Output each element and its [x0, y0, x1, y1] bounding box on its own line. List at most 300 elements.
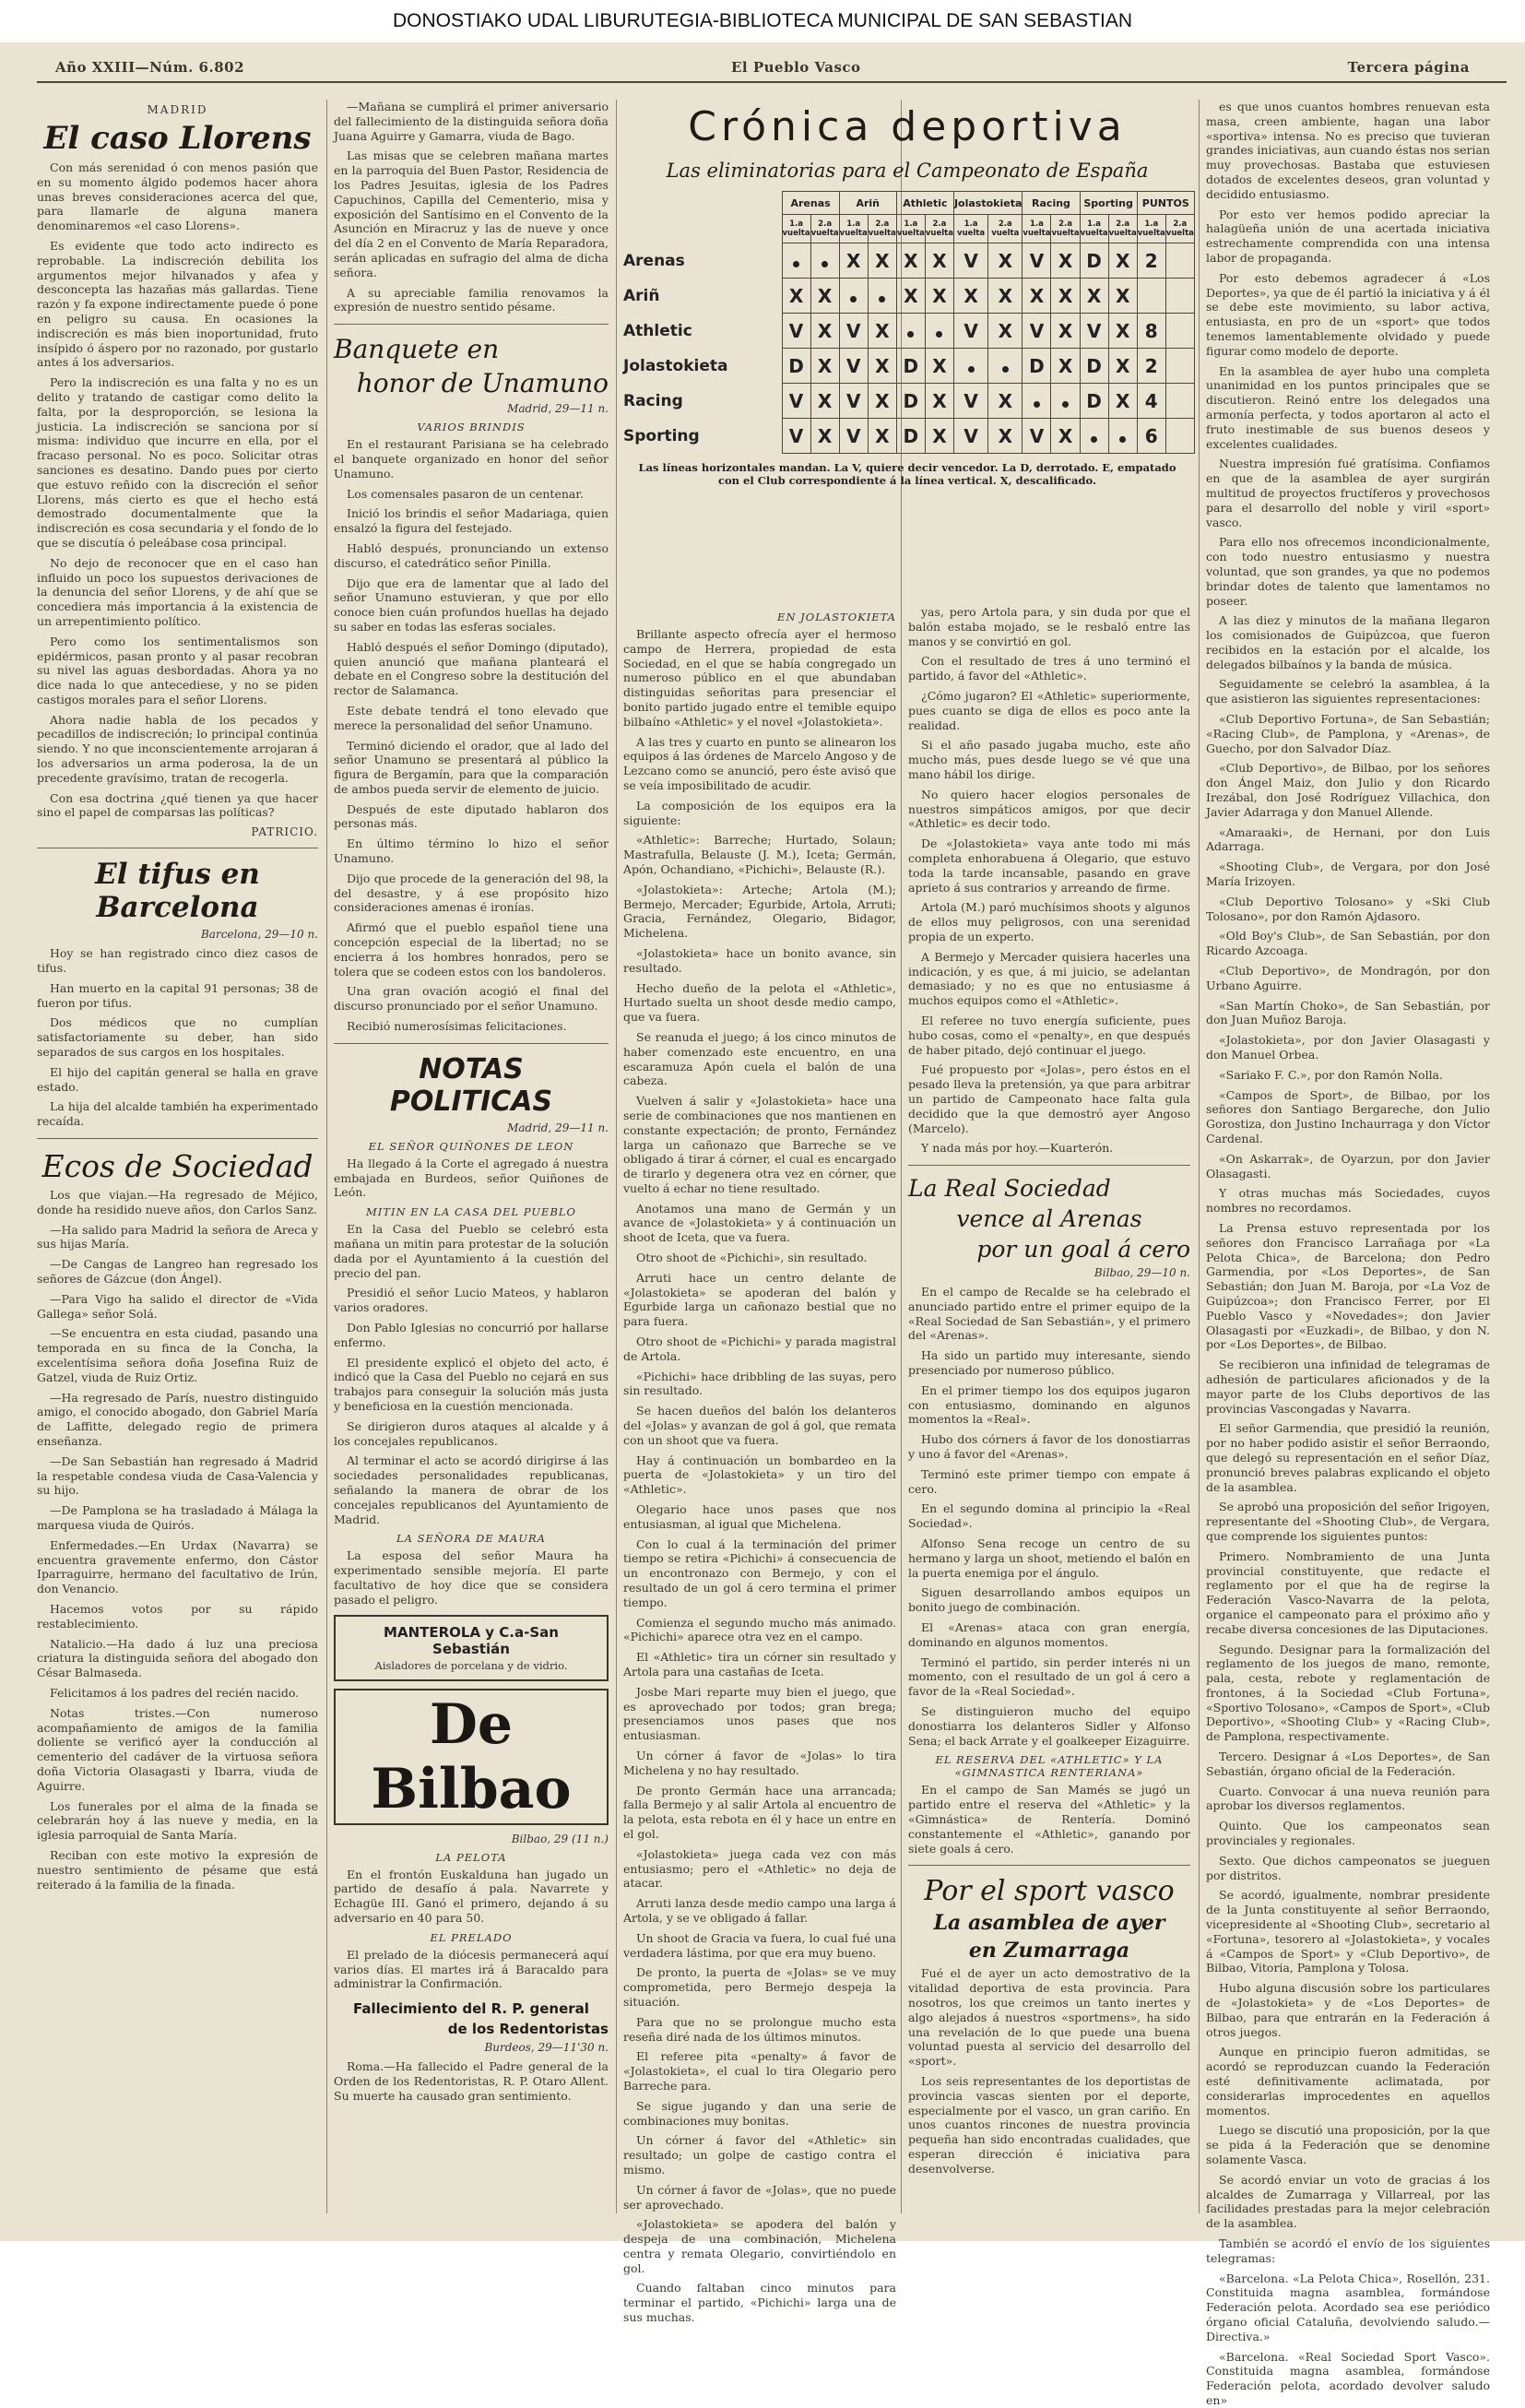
- paragraph: En la asamblea de ayer hubo una completa unanimidad en los puntos principales que se discutieron. Reinó entre los delegados una armonía perfecta, y todos aportaron al acto el fruto inestimable de sus buenos deseos y excelentes cualidades.: [1206, 363, 1490, 451]
- paragraph: Cuarto. Convocar á una nueva reunión para aprobar los diversos reglamentos.: [1206, 1784, 1490, 1813]
- points-header: PUNTOS: [1137, 192, 1194, 215]
- paragraph: Hubo alguna discusión sobre los particulares de «Jolastokieta» y de «Los Deportes» de Bilbao, para que entrarán en la Federación á otros juegos.: [1206, 1981, 1490, 2039]
- bilbao-sub1: LA PELOTA: [435, 1850, 507, 1864]
- standings-row: [677, 349, 1194, 384]
- result-cell: X: [868, 243, 896, 279]
- points-cell: 6: [1137, 419, 1165, 454]
- llorens-body: [37, 160, 318, 820]
- archive-header: [0, 0, 1525, 42]
- paragraph: Por esto ver hemos podido apreciar la halagüeña unión de una acertada iniciativa estrechamente comprendida con una intensa labor de propaganda.: [1206, 207, 1490, 265]
- team-row-label: Arenas: [623, 251, 685, 270]
- tifus-title: El tifus en Barcelona: [95, 858, 260, 925]
- result-cell: X: [1108, 279, 1137, 314]
- dot-icon: [1062, 401, 1069, 408]
- dot-icon: [822, 261, 828, 267]
- section-rule: [908, 1865, 1190, 1866]
- dot-icon: [936, 331, 942, 338]
- paragraph: Anotamos una mano de Germán y un avance de «Jolastokieta» y á continuación un shoot de Iceta, que va fuera.: [623, 1201, 896, 1245]
- result-cell: V: [953, 419, 987, 454]
- notas-sub1: EL SEÑOR QUIÑONES DE LEON: [368, 1139, 574, 1153]
- paragraph: La esposa del señor Maura ha experimentado sensible mejoría. El parte facultativo de hoy dice que se considera pasado el peligro.: [334, 1548, 609, 1607]
- paragraph: Artola (M.) paró muchísimos shoots y algunos de ellos muy peligrosos, con una serenidad propia de un experto.: [908, 900, 1190, 943]
- paragraph: Otro shoot de «Pichichi», sin resultado.: [636, 1251, 868, 1265]
- result-cell: V: [839, 349, 868, 384]
- paragraph: —Mañana se cumplirá el primer aniversario del fallecimiento de la distinguida señora doña Juana Aguirre y Gamarra, viuda de Bago.: [334, 100, 609, 143]
- paragraph: Los comensales pasaron de un centenar.: [347, 486, 584, 501]
- banquete-sub: VARIOS BRINDIS: [417, 421, 526, 434]
- standings-row: [677, 243, 1194, 279]
- llorens-signature: PATRICIO.: [251, 825, 318, 839]
- self-match-dot: [1108, 419, 1137, 454]
- paragraph: «Club Deportivo», de Bilbao, por los señores don Ángel Maiz, don Julio y don Ricardo Irezábal, don José Rodríguez Villachica, don Javier Adarraga y don Manuel Allende.: [1206, 761, 1490, 819]
- paragraph: Con el resultado de tres á uno terminó el partido, á favor del «Athletic».: [908, 654, 1190, 683]
- points-cell: 2: [1137, 349, 1165, 384]
- paragraph: ¿Cómo jugaron? El «Athletic» superiormente, pues cuanto se diga de ellos es poco ante la realidad.: [908, 688, 1190, 732]
- paragraph: «Jolastokieta» se apodera del balón y despeja de una combinación, Michelena centra y remata Olegario, convirtiéndolo en gol.: [623, 2217, 896, 2275]
- paragraph: Afirmó que el pueblo español tiene una concepción especial de la libertad; no se encierra á los hombres honrados, pero se tolera que se codeen estos con los bandoleros.: [334, 920, 609, 979]
- col4-body: [908, 605, 1190, 1156]
- result-cell: D: [1080, 384, 1108, 419]
- paragraph: No dejo de reconocer que en el caso han influido un poco los supuestos derivaciones de la denuncia del señor Llorens, y de ahí que se concediera más importancia á la existencia de un arrepentimiento político.: [37, 555, 318, 628]
- leg-header: 1.a vuelta: [1080, 215, 1108, 243]
- paragraph: «Athletic»: Barreche; Hurtado, Solaun; Mastrafulla, Belauste (J. M.), Iceta; Germán, Apón, Ochandiano, «Pichichi», Belauste (R.).: [623, 833, 896, 876]
- archive-label: DONOSTIAKO UDAL LIBURUTEGIA-BIBLIOTECA MUNICIPAL DE SAN SEBASTIAN: [392, 10, 1133, 31]
- paragraph: Arruti lanza desde medio campo una larga á Artola, y se ve obligado á fallar.: [623, 1896, 896, 1925]
- notas-title: NOTAS POLITICAS: [389, 1052, 553, 1118]
- self-match-dot: [839, 279, 868, 314]
- banquete-title-line2: honor de Unamuno: [356, 368, 609, 399]
- paragraph: «Shooting Club», de Vergara, por don José María Irizoyen.: [1206, 860, 1490, 889]
- paragraph: Dijo que procede de la generación del 98, la del desastre, y á ese propósito hizo consideraciones amenas é ironías.: [334, 871, 609, 915]
- paragraph: Sexto. Que dichos campeonatos se jueguen por distritos.: [1206, 1853, 1490, 1882]
- result-cell: X: [810, 384, 839, 419]
- paragraph: Alfonso Sena recoge un centro de su hermano y larga un shoot, metiendo el balón en la puerta enemiga por el ángulo.: [908, 1536, 1190, 1580]
- self-match-dot: [1023, 384, 1051, 419]
- result-cell: X: [988, 419, 1023, 454]
- paragraph: Con esa doctrina ¿qué tienen ya que hacer sino el papel de comparsas las políticas?: [37, 790, 318, 820]
- paragraph: Fué propuesto por «Jolas», pero éstos en el pesado lleva la pretensión, ya que para arbitrar un partido de Campeonato hace falta gula decidido que la que demostró ayer Angoso (Marcelo).: [908, 1062, 1190, 1135]
- paragraph: En el frontón Euskalduna han jugado un partido de desafío á pala. Navarrete y Echagüe III. Ganó el primero, dejando á su adversario en 40 para 50.: [334, 1867, 609, 1925]
- paragraph: Arruti hace un centro delante de «Jolastokieta» se apoderan del balón y Egurbide larga un cañonazo bestial que no para fuera.: [623, 1270, 896, 1329]
- real-sub: EL RESERVA DEL «ATHLETIC» Y LA «GIMNASTICA RENTERIANA»: [935, 1753, 1164, 1780]
- result-cell: X: [988, 279, 1023, 314]
- llorens-title: El caso Llorens: [43, 120, 312, 157]
- result-cell: V: [953, 243, 987, 279]
- column-1: [37, 100, 318, 2223]
- standings-table: [623, 191, 1195, 454]
- paragraph: Se reanuda el juego; á los cinco minutos de haber comenzado este encuentro, en una escaramuza Apón cuela el balón de una cabeza.: [623, 1029, 896, 1088]
- paragraph: Siguen desarrollando ambos equipos un bonito juego de combinación.: [908, 1585, 1190, 1615]
- points-cell: [1165, 384, 1194, 419]
- paragraph: Tercero. Designar á «Los Deportes», de San Sebastián, órgano oficial de la Federación.: [1206, 1750, 1490, 1778]
- paragraph: Y otras muchas más Sociedades, cuyos nombres no recordamos.: [1206, 1186, 1490, 1216]
- column-rule: [326, 100, 327, 2213]
- paragraph: Se acordó, igualmente, nombrar presidente de la Junta constituyente al señor Berraondo, vicepresidente al «Shooting Club», secretario al «Fortuna», tesorero al «Jolastokieta», y vocales á «Campos de Sport» y «Club Deportivo», de Bilbao, Vitoria, Pamplona y Tolosa.: [1206, 1888, 1490, 1975]
- banquete-title-line1: Banquete en: [334, 334, 500, 365]
- paragraph: A las tres y cuarto en punto se alinearon los equipos á las órdenes de Marcelo Angoso y de Lezcano como se anunció, pero éste avisó que se veía imposibilitado de acudir.: [623, 734, 896, 792]
- paragraph: «On Askarrak», de Oyarzun, por don Javier Olasagasti.: [1206, 1151, 1490, 1180]
- result-cell: D: [896, 384, 925, 419]
- paragraph: De pronto Germán hace una arrancada; falla Bermejo y al salir Artola al encuentro de la pelota, esta rebota en él y hace un entre en el gol.: [623, 1783, 896, 1841]
- paragraph: —Se encuentra en esta ciudad, pasando una temporada en su finca de la Concha, la excelentísima señora doña Josefina Ruiz de Gatzel, viuda de Ruiz Ortiz.: [37, 1326, 318, 1384]
- paragraph: Nuestra impresión fué gratísima. Confiamos en que de la asamblea de ayer surgirán multitud de proyectos fructíferos y provechosos para el desarrollo del noble y viril «sport» vasco.: [1206, 457, 1490, 529]
- newspaper-page: [0, 42, 1525, 2407]
- points-cell: 4: [1137, 384, 1165, 419]
- paragraph: Y nada más por hoy.—Kuarterón.: [921, 1141, 1114, 1156]
- result-cell: D: [1080, 349, 1108, 384]
- paragraph: La composición de los equipos era la siguiente:: [623, 798, 896, 827]
- paragraph: Pero la indiscreción es una falta y no es un delito y tratando de castigar como delito la falta, por la desproporción, se lesiona la justicia. La indiscreción se sanciona por sí misma: individuo que incurre en ella, por el fracaso personal. No es poco. Solicitar otras sanciones es desatino. Dando pues por cierto que estuvo reñido con la discreción el señor Llorens, más cierto es que el hecho está demostrado documentalmente que la indiscreción es cosa secundaria y el fondo de lo que se discutía ó peleábase cosa principal.: [37, 375, 318, 550]
- dot-icon: [1002, 366, 1009, 373]
- paragraph: «Club Deportivo», de Mondragón, por don Urbano Aguirre.: [1206, 964, 1490, 992]
- result-cell: X: [925, 243, 953, 279]
- result-cell: X: [896, 243, 925, 279]
- column-5: [1206, 100, 1490, 2407]
- result-cell: D: [896, 419, 925, 454]
- paragraph: Han muerto en la capital 91 personas; 38 de fueron por tifus.: [37, 980, 318, 1010]
- result-cell: V: [782, 419, 810, 454]
- paragraph: Vuelven á salir y «Jolastokieta» hace una serie de combinaciones que nos mantienen en constante expectación; de pronto, Fernández larga un cañonazo que Barreche se ve obligado á tirar á córner, el cual es encargado de tirarlo y degenera otra vez en córner, que vuelto á echar no tiene resultado.: [623, 1094, 896, 1195]
- paragraph: Dijo que era de lamentar que al lado del señor Unamuno estuvieran, y que por ello conoce bien cuán profundos huellas ha dejado su saber en todas las esferas sociales.: [334, 575, 609, 634]
- standings-row: [677, 279, 1194, 314]
- standings-body: [623, 243, 1194, 454]
- running-head-left: Año XXIII—Núm. 6.802: [55, 59, 244, 76]
- paragraph: Brillante aspecto ofrecía ayer el hermoso campo de Herrera, propiedad de esta Sociedad, en el que se había congregado un numeroso público en el que abundaban distinguidas señoritas para presenciar el bonito partido jugado entre el temible equipo bilbaíno «Athletic» y el novel «Jolastokieta».: [623, 627, 896, 729]
- paragraph: Se dirigieron duros ataques al alcalde y á los concejales republicanos.: [334, 1418, 609, 1448]
- result-cell: X: [988, 384, 1023, 419]
- result-cell: X: [988, 314, 1023, 349]
- fallecimiento-title-line2: de los Redentoristas: [447, 2021, 609, 2038]
- paragraph: Enfermedades.—En Urdax (Navarra) se encuentra gravemente enfermo, don Cástor Iparraguirre, hermano del facultativo de Irún, don Venancio.: [37, 1537, 318, 1596]
- llorens-kicker: MADRID: [147, 103, 208, 116]
- team-row-label: Athletic: [623, 321, 692, 340]
- real-title-line3: por un goal á cero: [976, 1236, 1190, 1263]
- sport-vasco-sub-line1: La asamblea de ayer: [933, 1911, 1165, 1936]
- tifus-dateline: Barcelona, 29—10 n.: [200, 928, 318, 942]
- paragraph: Se aprobó una proposición del señor Irigoyen, representante del «Shooting Club», de Vergara, que comprende los siguientes puntos:: [1206, 1500, 1490, 1543]
- paragraph: Habló después el señor Domingo (diputado), quien anunció que mañana planteará el debate en el Congreso sobre la destitución del rector de Salamanca.: [334, 639, 609, 698]
- paragraph: «Amaraaki», de Hernani, por don Luis Adarraga.: [1206, 824, 1490, 854]
- paragraph: «Barcelona. «Real Sociedad Sport Vasco». Constituida magna asamblea, formándose Federación pelota, acordado devolver saludo en»: [1206, 2349, 1490, 2407]
- points-cell: 2: [1137, 243, 1165, 279]
- standings-row: [677, 314, 1194, 349]
- result-cell: V: [839, 419, 868, 454]
- column-rule: [1199, 100, 1200, 2213]
- bilbao-title: De Bilbao: [371, 1691, 572, 1821]
- paragraph: A las diez y minutos de la mañana llegaron los comisionados de Guipúzcoa, que fueron recibidos en la estación por el alcalde, los delegados bilbaínos y la banda de música.: [1206, 613, 1490, 671]
- paragraph: Un shoot de Gracia va fuera, lo cual fué una verdadera lástima, por que era muy bueno.: [623, 1930, 896, 1960]
- result-cell: X: [1108, 349, 1137, 384]
- paragraph: «San Martín Choko», de San Sebastián, por don Juan Muñoz Baroja.: [1206, 998, 1490, 1027]
- paragraph: Un córner á favor del «Athletic» sin resultado; un golpe de castigo contra el mismo.: [623, 2133, 896, 2177]
- team-col-header: Jolastokieta: [953, 192, 1022, 215]
- result-cell: V: [953, 384, 987, 419]
- paragraph: Con lo cual á la terminación del primer tiempo se retira «Pichichi» á consecuencia de un encontronazo con Bermejo, y con el resultado de un gol á cero termina el primer tiempo.: [623, 1536, 896, 1609]
- result-cell: X: [868, 384, 896, 419]
- team-col-header: Arenas: [782, 192, 839, 215]
- paragraph: El referee pita «penalty» á favor de «Jolastokieta», el cual lo tira Olegario pero Barreche para.: [623, 2049, 896, 2093]
- standings-legend: Las líneas horizontales mandan. La V, quiere decir vencedor. La D, derrotado. E, empatado con el Club correspondiente á la línea vertical. X, descalificado.: [638, 461, 1176, 487]
- paragraph: En el campo de Recalde se ha celebrado el anunciado partido entre el primer equipo de la «Real Sociedad de San Sebastián», y el primero del «Arenas».: [908, 1285, 1190, 1343]
- leg-header: 2.a vuelta: [1108, 215, 1137, 243]
- paragraph: Recibió numerosísimas felicitaciones.: [347, 1019, 567, 1034]
- paragraph: Dos médicos que no cumplían satisfactoriamente su deber, han sido separados de sus cargos en los hospitales.: [37, 1015, 318, 1060]
- self-match-dot: [896, 314, 925, 349]
- paragraph: Quinto. Que los campeonatos sean provinciales y regionales.: [1206, 1819, 1490, 1848]
- paragraph: También se acordó el envío de los siguientes telegramas:: [1206, 2236, 1490, 2265]
- leg-header: 1.a vuelta: [839, 215, 868, 243]
- paragraph: Primero. Nombramiento de una Junta provincial constituyente, que redacte el reglamento por el que ha de regirse la Federación Vasco-Navarra de la pelota, organice el campeonato para el próximo año y recabe diversa concesiones de las Diputaciones.: [1206, 1548, 1490, 1636]
- result-cell: X: [988, 243, 1023, 279]
- result-cell: X: [810, 419, 839, 454]
- team-col-header: Athletic: [896, 192, 953, 215]
- result-cell: V: [1023, 419, 1051, 454]
- paragraph: «Club Deportivo Fortuna», de San Sebastián; «Racing Club», de Pamplona, y «Arenas», de Guecho, por don Salvador Díaz.: [1206, 712, 1490, 755]
- paragraph: La Prensa estuvo representada por los señores don Francisco Larrañaga por «La Pelota Chica», de Barcelona; don Pedro Garmendia, por «Los Deportes», de San Sebastián; don Juan M. Baroja, por «La Voz de Guipúzcoa»; don Francisco Ferrer, por El Pueblo Vasco y «Novedades»; don Javier Olasagasti por «Euzkadi», de Bilbao, y don N. por «Los Deportes», de Bilbao.: [1206, 1220, 1490, 1352]
- real-dateline: Bilbao, 29—10 n.: [1094, 1266, 1190, 1280]
- paragraph: Seguidamente se celebró la asamblea, á la que asistieron las siguientes representaciones:: [1206, 677, 1490, 706]
- points-leg-header: 1.a vuelta: [1137, 215, 1165, 243]
- result-cell: X: [1080, 279, 1108, 314]
- paragraph: —Ha salido para Madrid la señora de Areca y sus hijas María.: [37, 1222, 318, 1251]
- running-head: [0, 59, 1525, 79]
- paragraph: Al terminar el acto se acordó dirigirse á las sociedades personalidades republicanas, señalando la manera de obrar de los concejales republicanos del Ayuntamiento de Madrid.: [334, 1453, 609, 1526]
- paragraph: yas, pero Artola para, y sin duda por que el balón estaba mojado, se le resbaló entre las manos y se convirtió en gol.: [908, 605, 1190, 648]
- result-cell: X: [1051, 279, 1080, 314]
- result-cell: X: [868, 349, 896, 384]
- paragraph: Inició los brindis el señor Madariaga, quien ensalzó la figura del festejado.: [334, 506, 609, 536]
- paragraph: El «Athletic» tira un córner sin resultado y Artola para una castañas de Iceta.: [623, 1650, 896, 1678]
- paragraph: Las misas que se celebren mañana martes en la parroquia del Buen Pastor, Residencia de los Padres Jesuitas, iglesia de los Padres Capuchinos, Capilla del Cementerio, misa y exposición del Santísimo en el Convento de la Asunción en Miracruz y las de nueve y once del día 2 en el Convento de María Reparadora, serán aplicadas en sufragio del alma de dicha señora.: [334, 148, 609, 279]
- result-cell: D: [1023, 349, 1051, 384]
- result-cell: X: [868, 419, 896, 454]
- paragraph: Aunque en principio fueron admitidas, se acordó se reproduzcan cuando la Federación esté definitivamente aclimatada, por considerarlas improcedentes en aquellos momentos.: [1206, 2045, 1490, 2117]
- paragraph: Una gran ovación acogió el final del discurso pronunciado por el señor Unamuno.: [334, 984, 609, 1014]
- paragraph: El prelado de la diócesis permanecerá aquí varios días. El martes irá á Baracaldo para administrar la Confirmación.: [334, 1947, 609, 1991]
- bilbao-sub2: EL PRELADO: [430, 1930, 513, 1944]
- result-cell: V: [782, 314, 810, 349]
- paragraph: El «Arenas» ataca con gran energía, dominando en algunos momentos.: [908, 1620, 1190, 1649]
- paragraph: En la Casa del Pueblo se celebró esta mañana un mitin para protestar de la solución dada por el Ayuntamiento á la cuestión del precio del pan.: [334, 1222, 609, 1280]
- paragraph: «Sariako F. C.», por don Ramón Nolla.: [1219, 1067, 1443, 1082]
- paragraph: Ha llegado á la Corte el agregado á nuestra embajada en Burdeos, señor Quiñones de León.: [334, 1156, 609, 1200]
- paragraph: Los seis representantes de los deportistas de provincia vascas sienten por el deporte, especialmente por el vasco, un gran cariño. En unos cuantos rincones de nuestra provincia pequeña han sido encontradas cualidades, que esperan dirección é iniciativa para desenvolverse.: [908, 2073, 1190, 2176]
- result-cell: X: [925, 349, 953, 384]
- paragraph: Reciban con este motivo la expresión de nuestro sentimiento de pésame que está reiterado á la familia de la finada.: [37, 1847, 318, 1892]
- bilbao-dateline: Bilbao, 29 (11 n.): [511, 1832, 609, 1845]
- result-cell: V: [953, 314, 987, 349]
- paragraph: No quiero hacer elogios personales de nuestros simpáticos amigos, por que decir «Athletic» es decir todo.: [908, 787, 1190, 831]
- leg-header: 1.a vuelta: [896, 215, 925, 243]
- paragraph: Se distinguieron mucho del equipo donostiarra los delanteros Sidler y Alfonso Sena; el back Arrate y el goalkeeper Eizaguirre.: [908, 1704, 1190, 1748]
- paragraph: —Ha regresado de París, nuestro distinguido amigo, el conocido abogado, don Gabriel María de Laffitte, delegado regio de primera enseñanza.: [37, 1390, 318, 1448]
- points-cell: [1165, 243, 1194, 279]
- result-cell: X: [925, 384, 953, 419]
- paragraph: Presidió el señor Lucio Mateos, y hablaron varios oradores.: [334, 1286, 609, 1315]
- paragraph: Después de este diputado hablaron dos personas más.: [334, 801, 609, 831]
- paragraph: Segundo. Designar para la formalización del reglamento de los juegos de mano, remonte, pala, cesta, rebote y reglamentación de frontones, á la Sociedad «Club Fortuna», «Sportivo Tolosano», «Campos de Sport», «Club Deportivo», «Shooting Club» y «Racing Club», de Pamplona, respectivamente.: [1206, 1642, 1490, 1744]
- paragraph: En último término lo hizo el señor Unamuno.: [334, 836, 609, 866]
- leg-header: 1.a vuelta: [1023, 215, 1051, 243]
- dot-icon: [968, 366, 975, 373]
- banquete-dateline: Madrid, 29—11 n.: [507, 402, 609, 416]
- paragraph: Ahora nadie habla de los pecados y pecadillos de indiscreción; lo principal continúa siendo. Y no que inconscientemente arrojaran á los adversarios un arma poderosa, la de un precedente gravísimo, tratan de recogerla.: [37, 712, 318, 785]
- result-cell: X: [1051, 349, 1080, 384]
- paragraph: Por esto debemos agradecer á «Los Deportes», ya que de él partió la iniciativa y á él se debe este movimiento, su labor activa, entusiasta, en pro de un «sport» que todos tenemos lamentablemente olvidado y puede figurar como modelo de deporte.: [1206, 270, 1490, 358]
- paragraph: Un córner á favor de «Jolas», que no puede ser aprovechado.: [623, 2182, 896, 2212]
- column-4: [908, 605, 1190, 2223]
- points-cell: [1165, 419, 1194, 454]
- paragraph: De pronto, la puerta de «Jolas» se ve muy comprometida, pero Bermejo despeja la situación.: [623, 1965, 896, 2009]
- paragraph: Terminó este primer tiempo con empate á cero.: [908, 1466, 1190, 1496]
- paragraph: Natalicio.—Ha dado á luz una preciosa criatura la distinguida señora del abogado don César Balmaseda.: [37, 1636, 318, 1680]
- team-row-label: Sporting: [623, 426, 700, 445]
- sport-vasco-sub-line2: en Zumarraga: [968, 1939, 1130, 1963]
- paragraph: Ha sido un partido muy interesante, siendo presenciado por numeroso público.: [908, 1348, 1190, 1378]
- paragraph: Hacemos votos por su rápido restablecimiento.: [37, 1601, 318, 1631]
- sports-header-area: [623, 100, 1194, 616]
- result-cell: V: [839, 314, 868, 349]
- leg-header: 2.a vuelta: [1051, 215, 1080, 243]
- column-rule: [616, 100, 617, 2213]
- dot-icon: [793, 261, 799, 267]
- notas-sub3: LA SEÑORA DE MAURA: [396, 1532, 546, 1546]
- sports-subtitle: Las eliminatorias para el Campeonato de España: [666, 160, 1149, 182]
- paragraph: es que unos cuantos hombres renuevan esta masa, creen ambiente, hagan una labor «sportiva» intensa. No es preciso que tuvieran grandes iniciativas, aun cuando éstas nos serian muy provechosas. Bastaba que estuviesen dotados de excelentes deseos, gran voluntad y decidido entusiasmo.: [1206, 100, 1490, 201]
- paragraph: La hija del alcalde también ha experimentado recaída.: [37, 1099, 318, 1129]
- self-match-dot: [988, 349, 1023, 384]
- result-cell: V: [782, 384, 810, 419]
- paragraph: «Jolastokieta» juega cada vez con más entusiasmo; pero el «Athletic» no deja de atacar.: [623, 1846, 896, 1891]
- real-title-line2: vence al Arenas: [956, 1205, 1142, 1233]
- result-cell: X: [868, 314, 896, 349]
- fallecimiento-dateline: Burdeos, 29—11'30 n.: [484, 2041, 609, 2055]
- column-2: [334, 100, 609, 2223]
- paragraph: Se sigue jugando y dan una serie de combinaciones muy bonitas.: [623, 2098, 896, 2128]
- leg-header: 2.a vuelta: [925, 215, 953, 243]
- running-head-rule: [37, 81, 1507, 83]
- result-cell: X: [1108, 384, 1137, 419]
- result-cell: X: [1023, 279, 1051, 314]
- paragraph: De «Jolastokieta» vaya ante todo mi más completa enhorabuena á Olegario, que estuvo toda la tarde incansable, pasando en grave aprieto á sus contrarios y arreando de firme.: [908, 836, 1190, 895]
- jolastokieta-sub: EN JOLASTOKIETA: [777, 611, 896, 623]
- result-cell: V: [1023, 314, 1051, 349]
- result-cell: D: [782, 349, 810, 384]
- paragraph: Este debate tendrá el tono elevado que merece la personalidad del señor Unamuno.: [334, 703, 609, 732]
- paragraph: —De Cangas de Langreo han regresado los señores de Gázcue (don Ángel).: [37, 1257, 318, 1287]
- paragraph: Se recibieron una infinidad de telegramas de adhesión de particulares aficionados y de la mayor parte de los Clubs deportivos de las provincias Vascongadas y Navarra.: [1206, 1358, 1490, 1416]
- self-match-dot: [1051, 384, 1080, 419]
- result-cell: X: [925, 279, 953, 314]
- paragraph: Habló después, pronunciando un extenso discurso, el catedrático señor Pinilla.: [334, 540, 609, 570]
- result-cell: X: [925, 419, 953, 454]
- dot-icon: [1091, 436, 1097, 443]
- section-rule: [334, 1043, 609, 1044]
- result-cell: X: [1108, 243, 1137, 279]
- section-rule: [334, 324, 609, 325]
- paragraph: Para que no se prolongue mucho esta reseña diré nada de los últimos minutos.: [623, 2014, 896, 2044]
- paragraph: Notas tristes.—Con numeroso acompañamiento de amigos de la familia doliente se verificó ayer la conducción al cementerio del cadáver de la virtuosa señora doña Victoria Olasagasti y Ibarra, viuda de Aguirre.: [37, 1705, 318, 1793]
- col3-body: [623, 627, 896, 2325]
- dot-icon: [879, 296, 885, 302]
- result-cell: D: [1080, 243, 1108, 279]
- paragraph: Los que viajan.—Ha regresado de Méjico, donde ha residido nueve años, don Carlos Sanz.: [37, 1188, 318, 1216]
- paragraph: A Bermejo y Mercader quisiera hacerles una indicación, y es que, á mi juicio, se adelantan demasiado; y no es que no entusiasme á muchos equipos como el «Athletic».: [908, 949, 1190, 1008]
- paragraph: El señor Garmendia, que presidió la reunión, por no haber podido asistir el señor Berraondo, que delegó su representación en el señor Díaz, pronunció breves palabras explicando el objeto de la asamblea.: [1206, 1421, 1490, 1494]
- paragraph: «Campos de Sport», de Bilbao, por los señores don Santiago Bergareche, don Julio Gorostiza, don Justino Inchaurraga y don Víctor Cardenal.: [1206, 1087, 1490, 1145]
- paragraph: En el campo de San Mamés se jugó un partido entre el reserva del «Athletic» y la «Gimnástica» de Rentería. Dominó constantemente el «Athletic», ganando por siete goals á cero.: [908, 1783, 1190, 1856]
- paragraph: Con más serenidad ó con menos pasión que en su momento álgido podemos hacer ahora unas breves consideraciones acerca del que, para llamarle de alguna manera denominaremos «el caso Llorens».: [37, 160, 318, 233]
- paragraph: Un córner á favor de «Jolas» lo tira Michelena y no hay resultado.: [623, 1748, 896, 1777]
- leg-header: 1.a vuelta: [782, 215, 810, 243]
- result-cell: X: [953, 279, 987, 314]
- paragraph: Los funerales por el alma de la finada se celebrarán hoy á las nueve y media, en la iglesia parroquial de Santa María.: [37, 1798, 318, 1843]
- paragraph: «Old Boy's Club», de San Sebastián, por don Ricardo Azcoaga.: [1206, 929, 1490, 958]
- self-match-dot: [1080, 419, 1108, 454]
- paragraph: Olegario hace unos pases que nos entusiasman, al igual que Michelena.: [623, 1502, 896, 1531]
- result-cell: V: [1080, 314, 1108, 349]
- leg-header: 2.a vuelta: [810, 215, 839, 243]
- paragraph: Felicitamos á los padres del recién nacido.: [50, 1685, 300, 1700]
- dot-icon: [1119, 436, 1126, 443]
- team-row-label: Racing: [623, 391, 683, 410]
- fallecimiento-title-line1: Fallecimiento del R. P. general: [353, 2000, 589, 2018]
- team-row-label: Jolastokieta: [623, 356, 728, 375]
- paragraph: En el segundo domina al principio la «Real Sociedad».: [908, 1501, 1190, 1531]
- running-head-right: Tercera página: [1347, 59, 1470, 76]
- paragraph: Comienza el segundo mucho más animado. «Pichichi» aparece otra vez en el campo.: [623, 1615, 896, 1644]
- notas-sub2: MITIN EN LA CASA DEL PUEBLO: [366, 1205, 576, 1219]
- standings-row: [677, 384, 1194, 419]
- result-cell: X: [896, 279, 925, 314]
- paragraph: Hoy se han registrado cinco diez casos de tifus.: [37, 946, 318, 976]
- result-cell: X: [810, 314, 839, 349]
- sport-vasco-title: Por el sport vasco: [924, 1875, 1175, 1908]
- paragraph: Hay á continuación un bombardeo en la puerta de «Jolastokieta» y un tiro del «Athletic».: [623, 1453, 896, 1497]
- result-cell: V: [839, 384, 868, 419]
- paragraph: En el primer tiempo los dos equipos jugaron con entusiasmo, dominando en algunos momentos la «Real».: [908, 1382, 1190, 1427]
- result-cell: X: [810, 349, 839, 384]
- paragraph: Pero como los sentimentalismos son epidérmicos, pasan pronto y al pasar recobran su nivel las aguas desbordadas. Ahora ya no dice nada lo que antecediese, y no se piden castigos morales para el señor Llorens.: [37, 634, 318, 706]
- paragraph: En el restaurant Parisiana se ha celebrado el banquete organizado en honor del señor Unamuno.: [334, 437, 609, 480]
- dot-icon: [907, 331, 914, 338]
- real-title-line1: La Real Sociedad: [908, 1175, 1111, 1203]
- paragraph: Luego se discutió una proposición, por la que se pida á la Federación que se denomine solamente Vasca.: [1206, 2123, 1490, 2166]
- paragraph: Se acordó enviar un voto de gracias á los alcaldes de Zumarraga y Villarreal, por las facilidades prestadas para la mejor celebración de la asamblea.: [1206, 2172, 1490, 2231]
- section-rule: [37, 1138, 318, 1139]
- self-match-dot: [953, 349, 987, 384]
- paragraph: —De San Sebastián han regresado á Madrid la respetable condesa viuda de Casa-Valencia y su hijo.: [37, 1453, 318, 1498]
- points-cell: 8: [1137, 314, 1165, 349]
- paragraph: Cuando faltaban cinco minutos para terminar el partido, «Pichichi» larga una de sus muchas.: [623, 2281, 896, 2325]
- notas-dateline: Madrid, 29—11 n.: [507, 1121, 609, 1134]
- paragraph: El presidente explicó el objeto del acto, é indicó que la Casa del Pueblo no cejará en sus trabajos para conseguir la solución más justa y beneficiosa en la cuestión mencionada.: [334, 1355, 609, 1413]
- points-cell: [1165, 279, 1194, 314]
- paragraph: Otro shoot de «Pichichi» y parada magistral de Artola.: [623, 1334, 896, 1363]
- points-leg-header: 2.a vuelta: [1165, 215, 1194, 243]
- ad-line: Aisladores de porcelana y de vidrio.: [374, 1658, 568, 1672]
- paragraph: «Club Deportivo Tolosano» y «Ski Club Tolosano», por don Ramón Ajdasoro.: [1206, 894, 1490, 923]
- section-rule: [908, 1165, 1190, 1166]
- paragraph: Terminó el partido, sin perder interés ni un momento, con el resultado de un gol á cero a favor de la «Real Sociedad».: [908, 1655, 1190, 1699]
- real-body: [908, 1285, 1190, 1748]
- paragraph: El referee no tuvo energía suficiente, pues hubo cosas, como el «penalty», en que después de haber pitado, dejó continuar el juego.: [908, 1013, 1190, 1057]
- manterola-advertisement: [334, 1615, 609, 1681]
- result-cell: X: [810, 279, 839, 314]
- paragraph: Josbe Mari reparte muy bien el juego, que es aprovechado por todos; gran brega; presenciamos unos pases que nos entusiasman.: [623, 1684, 896, 1743]
- paragraph: «Barcelona. «La Pelota Chica», Rosellón, 231. Constituida magna asamblea, formándose Federación pelota. Acordado sea ese periódico órgano oficial Cataluña, devolviendo saludo.—Directiva.»: [1206, 2271, 1490, 2343]
- leg-header: 2.a vuelta: [988, 215, 1023, 243]
